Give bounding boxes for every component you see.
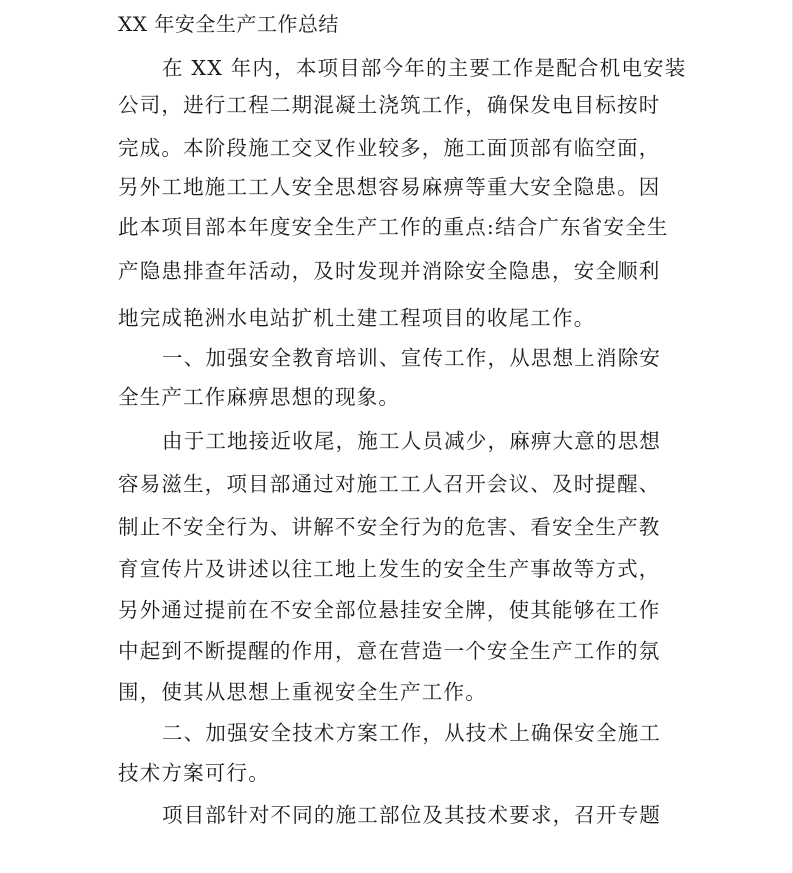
paragraph-line: 产隐患排查年活动，及时发现并消除安全隐患，安全顺利 [118,259,661,283]
section-heading-1-continued: 全生产工作麻痹思想的现象。 [118,385,401,409]
section-heading-2-continued: 技术方案可行。 [118,761,270,785]
paragraph-line: 另外工地施工工人安全思想容易麻痹等重大安全隐患。因 [118,175,661,199]
section-heading-1: 一、加强安全教育培训、宣传工作，从思想上消除安 [162,346,662,370]
paragraph-line: 完成。本阶段施工交叉作业较多，施工面顶部有临空面， [118,136,661,160]
paragraph-line: 制止不安全行为、讲解不安全行为的危害、看安全生产教 [118,515,661,539]
section-heading-2: 二、加强安全技术方案工作，从技术上确保安全施工 [162,721,662,745]
paragraph-line: 围，使其从思想上重视安全生产工作。 [118,680,487,704]
paragraph-line: 育宣传片及讲述以往工地上发生的安全生产事故等方式， [118,557,661,581]
paragraph-line: 此本项目部本年度安全生产工作的重点:结合广东省安全生 [118,215,669,239]
paragraph-line: 中起到不断提醒的作用，意在营造一个安全生产工作的氛 [118,639,661,663]
paragraph-line: 公司，进行工程二期混凝土浇筑工作，确保发电目标按时 [118,93,661,117]
paragraph-line: 在 XX 年内，本项目部今年的主要工作是配合机电安装 [162,56,687,80]
paragraph-line: 地完成艳洲水电站扩机土建工程项目的收尾工作。 [118,306,596,330]
paragraph-line: 项目部针对不同的施工部位及其技术要求，召开专题 [162,803,662,827]
paragraph-line: 由于工地接近收尾，施工人员减少，麻痹大意的思想 [162,429,662,453]
paragraph-line: 另外通过提前在不安全部位悬挂安全牌，使其能够在工作 [118,598,661,622]
document-title: XX 年安全生产工作总结 [118,12,339,36]
paragraph-line: 容易滋生，项目部通过对施工工人召开会议、及时提醒、 [118,472,661,496]
